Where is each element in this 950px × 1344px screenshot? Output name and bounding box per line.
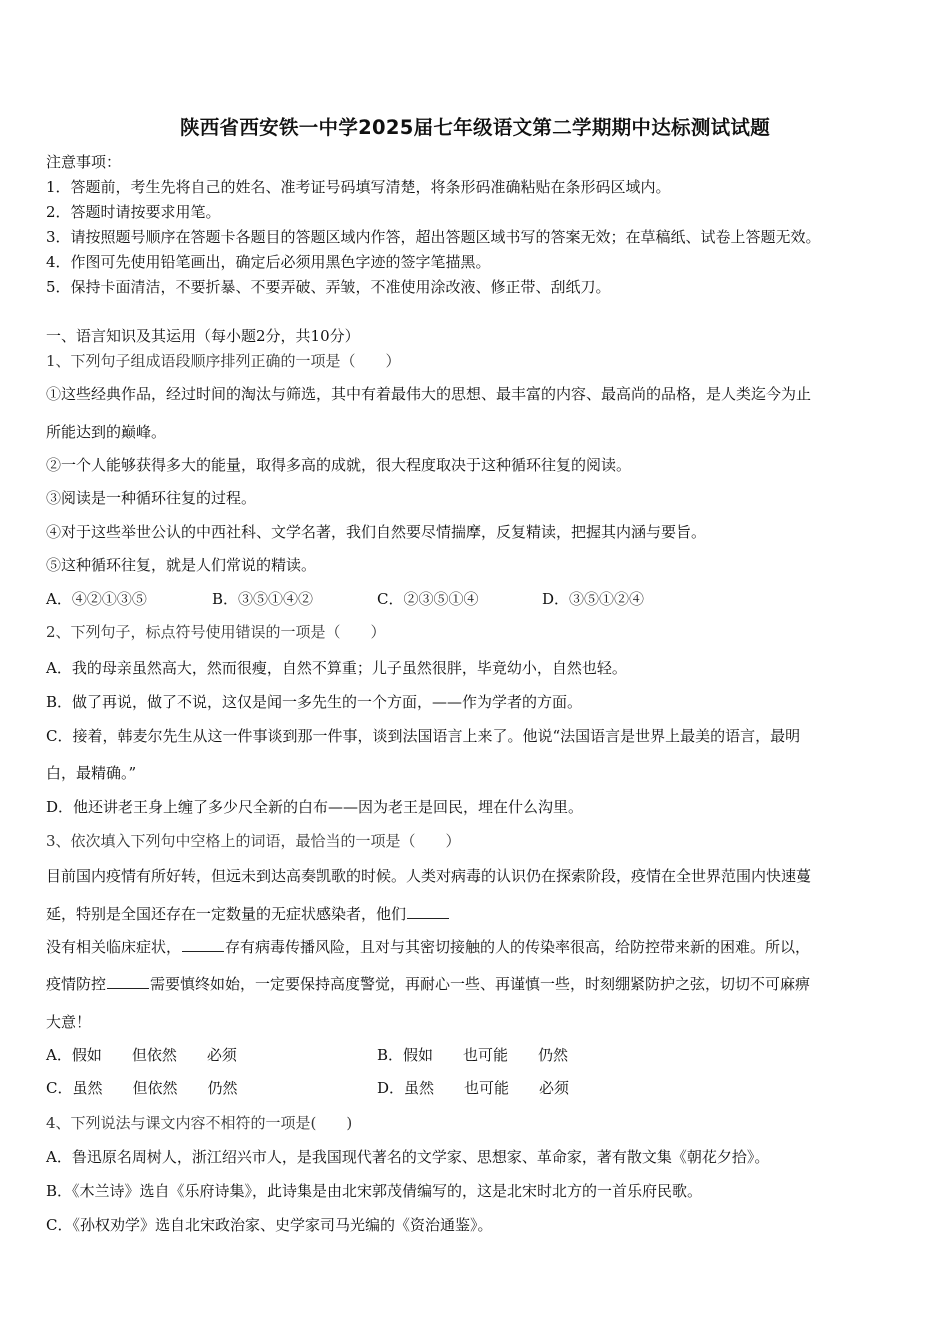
q3-option-b: B．假如 也可能 仍然 xyxy=(377,1046,569,1064)
q2-stem: 2、下列句子，标点符号使用错误的一项是（ ） xyxy=(46,623,386,641)
notice-heading: 注意事项： xyxy=(46,153,122,171)
q4-option-a: A．鲁迅原名周树人，浙江绍兴市人，是我国现代著名的文学家、思想家、革命家，著有散文集《朝花夕拾》。 xyxy=(46,1148,770,1166)
q2-option-b: B．做了再说，做了不说，这仅是闻一多先生的一个方面，——作为学者的方面。 xyxy=(46,693,583,711)
q3-passage-line3 xyxy=(46,937,810,957)
q3-passage-line4 xyxy=(46,974,810,994)
q1-option-c: C．②③⑤①④ xyxy=(377,590,479,608)
q3-passage-line5: 大意！ xyxy=(46,1013,92,1031)
q3-option-a: A．假如 但依然 必须 xyxy=(46,1046,237,1064)
notice-item-5: 5．保持卡面清洁，不要折暴、不要弄破、弄皱，不准使用涂改液、修正带、刮纸刀。 xyxy=(46,278,611,296)
q3-stem: 3、依次填入下列句中空格上的词语，最恰当的一项是（ ） xyxy=(46,832,461,850)
q1-stem: 1、下列句子组成语段顺序排列正确的一项是（ ） xyxy=(46,352,401,370)
q1-sentence-1a: ①这些经典作品，经过时间的淘汰与筛选，其中有着最伟大的思想、最丰富的内容、最高尚的品格，是人类迄今为止 xyxy=(46,385,812,403)
fill-blank-1 xyxy=(407,904,449,919)
fill-blank-3 xyxy=(107,974,149,989)
q4-option-c: C．《孙权劝学》选自北宋政治家、史学家司马光编的《资治通鉴》。 xyxy=(46,1216,493,1234)
q1-sentence-4: ④对于这些举世公认的中西社科、文学名著，我们自然要尽情揣摩，反复精读，把握其内涵与要旨。 xyxy=(46,523,707,541)
q3-option-c: C．虽然 但依然 仍然 xyxy=(46,1079,238,1097)
q4-option-b: B．《木兰诗》选自《乐府诗集》，此诗集是由北宋郭茂倩编写的，这是北宋时北方的一首乐府民歌。 xyxy=(46,1182,703,1200)
q2-option-a: A．我的母亲虽然高大，然而很瘦，自然不算重；儿子虽然很胖，毕竟幼小，自然也轻。 xyxy=(46,659,627,677)
q2-option-c-line1: C．接着，韩麦尔先生从这一件事谈到那一件事，谈到法国语言上来了。他说“法国语言是世界上最美的语言，最明 xyxy=(46,727,801,745)
q4-stem: 4、下列说法与课文内容不相符的一项是( ) xyxy=(46,1114,353,1132)
q3-option-d: D．虽然 也可能 必须 xyxy=(377,1079,570,1097)
q3-passage-line4-end: 需要慎终如始，一定要保持高度警觉，再耐心一些、再谨慎一些，时刻绷紧防护之弦，切切不可麻痹 xyxy=(150,975,811,993)
q2-option-c-line2: 白，最精确。” xyxy=(46,764,137,782)
q1-option-a: A．④②①③⑤ xyxy=(46,590,147,608)
notice-item-1: 1．答题前，考生先将自己的姓名、准考证号码填写清楚，将条形码准确粘贴在条形码区域内。 xyxy=(46,178,671,196)
q3-passage-line3-end: 存有病毒传播风险，且对与其密切接触的人的传染率很高，给防控带来新的困难。所以， xyxy=(225,938,811,956)
exam-title: 陕西省西安铁一中学2025届七年级语文第二学期期中达标测试试题 xyxy=(179,116,771,139)
q1-sentence-5: ⑤这种循环往复，就是人们常说的精读。 xyxy=(46,556,317,574)
q3-passage-line3-start: 没有相关临床症状， xyxy=(46,938,182,956)
q3-passage-line2-text: 延，特别是全国还存在一定数量的无症状感染者，他们 xyxy=(46,905,407,923)
q3-passage-line4-start: 疫情防控 xyxy=(46,975,107,993)
notice-item-4: 4．作图可先使用铅笔画出，确定后必须用黑色字迹的签字笔描黑。 xyxy=(46,253,491,271)
q1-sentence-1b: 所能达到的巅峰。 xyxy=(46,423,167,441)
q3-passage-line2 xyxy=(46,904,450,924)
q1-sentence-3: ③阅读是一种循环往复的过程。 xyxy=(46,489,257,507)
q3-passage-line1: 目前国内疫情有所好转，但远未到达高奏凯歌的时候。人类对病毒的认识仍在探索阶段，疫情在全世界范围内快速蔓 xyxy=(46,867,812,885)
q2-option-d: D．他还讲老王身上缠了多少尺全新的白布——因为老王是回民，埋在什么沟里。 xyxy=(46,798,584,816)
fill-blank-2 xyxy=(182,937,224,952)
q1-option-b: B．③⑤①④② xyxy=(212,590,314,608)
notice-item-2: 2．答题时请按要求用笔。 xyxy=(46,203,221,221)
q1-sentence-2: ②一个人能够获得多大的能量，取得多高的成就，很大程度取决于这种循环往复的阅读。 xyxy=(46,456,632,474)
section-heading: 一、语言知识及其运用（每小题2分，共10分） xyxy=(46,327,360,345)
notice-item-3: 3．请按照题号顺序在答题卡各题目的答题区域内作答，超出答题区域书写的答案无效；在草稿纸、试卷上答题无效。 xyxy=(46,228,821,246)
q1-option-d: D．③⑤①②④ xyxy=(542,590,645,608)
